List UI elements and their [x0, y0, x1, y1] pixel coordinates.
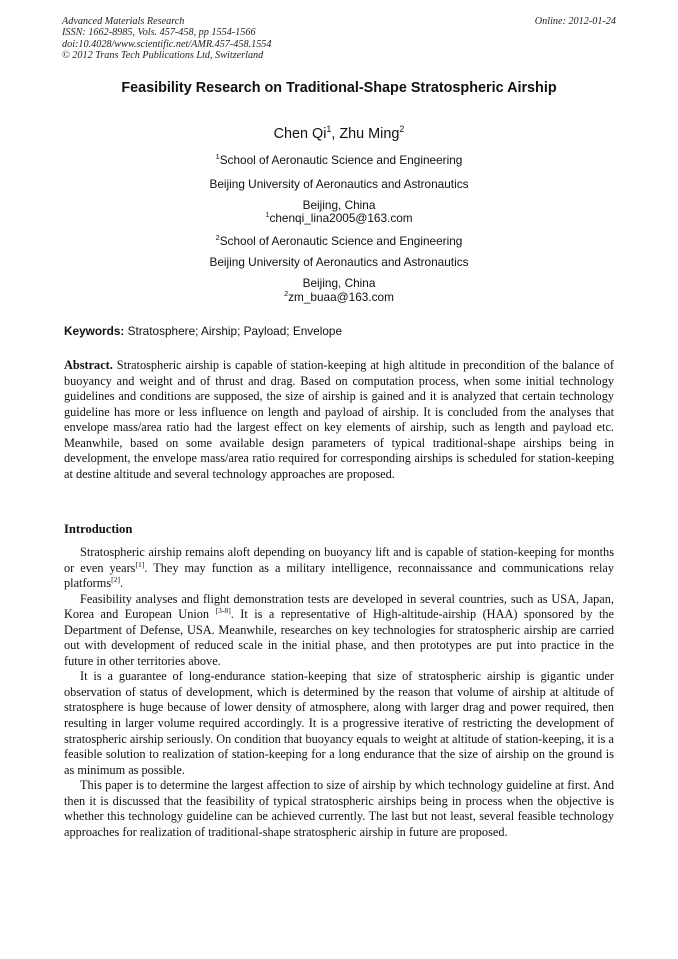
- paper-title: Feasibility Research on Traditional-Shape Stratospheric Airship: [121, 80, 557, 96]
- doi-line: doi:10.4028/www.scientific.net/AMR.457-458.1554: [62, 38, 272, 50]
- paragraph: Stratospheric airship remains aloft depending on buoyancy lift and is capable of station-keeping for months or even years[1]. They may function as a military intelligence, reconnaissance and communications relay platforms[2].: [64, 545, 614, 591]
- abstract-paragraph: [64, 358, 614, 482]
- keywords-label: Keywords:: [64, 324, 125, 338]
- journal-name: Advanced Materials Research: [62, 16, 185, 27]
- author-list: [0, 126, 678, 142]
- section-heading-introduction: Introduction: [64, 522, 133, 536]
- keywords-line: [64, 324, 342, 338]
- author-email: $^2$zm_buaa@163.com: [284, 289, 394, 304]
- paragraph: It is a guarantee of long-endurance station-keeping that size of stratospheric airship is gigantic under observation of status of development, which is determined by the reason that volume of airship at altitude of stratosphere is huge because of lower density of atmosphere, along with larger drag and power required, then resulting in larger volume required accordingly. It is a progressive iterative of restricting the development of stratospheric airship seriously. On condition that buoyancy equals to weight at altitude of station-keeping, it is a feasible solution to realization of station-keeping for a long endurance that the size of airship on the ground is as minimum as possible.: [64, 669, 614, 777]
- affiliation-university: Beijing University of Aeronautics and Astronautics: [209, 177, 469, 191]
- copyright-line: © 2012 Trans Tech Publications Ltd, Switzerland: [62, 50, 264, 62]
- affiliation-city: Beijing, China: [302, 198, 376, 212]
- affiliation-mark: 1: [215, 152, 220, 162]
- author-separator: ,: [331, 126, 340, 142]
- online-date: Online: 2012-01-24: [534, 16, 616, 27]
- affiliation-school: $^2$School of Aeronautic Science and Engineering: [215, 233, 463, 248]
- author-name: Chen Qi: [273, 126, 327, 142]
- abstract-text: Stratospheric airship is capable of station-keeping at high altitude in precondition of the balance of buoyancy and weight and of thrust and drag. Based on computation process, when some initial technology guidelines and conditions are supposed, the size of airship is gained and it is analyzed that certain technology guideline has more or less influence on length and payload of airship. It is concluded from the analyses that envelope mass/area ratio had the largest effect on key elements of airship, such as length and payload etc. Meanwhile, based on some available design parameters of typical traditional-shape airships being in development, the envelope mass/area ratio required for corresponding airships is scheduled for station-keeping at destine altitude and several technology approaches are proposed.: [64, 358, 614, 481]
- issn-line: ISSN: 1662-8985, Vols. 457-458, pp 1554-1566: [62, 27, 256, 39]
- affiliation-mark: 2: [284, 289, 289, 299]
- affiliation-city: Beijing, China: [302, 276, 376, 290]
- citation: [1]: [135, 559, 145, 569]
- author-name: Zhu Ming: [339, 126, 400, 142]
- keywords-text: Stratosphere; Airship; Payload; Envelope: [124, 324, 343, 338]
- affiliation-mark: 2: [215, 233, 220, 243]
- affiliation-university: Beijing University of Aeronautics and Astronautics: [209, 255, 469, 269]
- affiliation-school: $^1$School of Aeronautic Science and Engineering: [215, 152, 463, 167]
- author-affiliation-mark: 1: [326, 124, 332, 135]
- paragraph: This paper is to determine the largest affection to size of airship by which technology guideline at first. And then it is discussed that the feasibility of typical stratospheric airships being in process when the objective is whether this technology guideline can be achieved currently. The last but not least, several feasible technology approaches for realization of traditional-shape stratospheric airship in future are proposed.: [64, 778, 614, 839]
- affiliation-mark: 1: [265, 210, 270, 220]
- publication-header: [62, 16, 616, 62]
- citation: [2]: [111, 575, 121, 584]
- paragraph: Feasibility analyses and flight demonstration tests are developed in several countries, such as USA, Japan, Korea and European Union [3-8]. It is a representative of High-altitude-airship (HAA) sponsored by the Department of Defense, USA. Meanwhile, researches on key technologies for stratospheric airship are carried out with development of reduced scale in the initial phase, and then prototypes are put into practice in the future in other territories above.: [64, 591, 615, 668]
- author-affiliation-mark: 2: [399, 124, 405, 135]
- abstract-label: Abstract.: [64, 358, 113, 372]
- introduction-body: [64, 545, 614, 840]
- author-email: $^1$chenqi_lina2005@163.com: [265, 210, 413, 225]
- citation: [3-8]: [215, 606, 231, 616]
